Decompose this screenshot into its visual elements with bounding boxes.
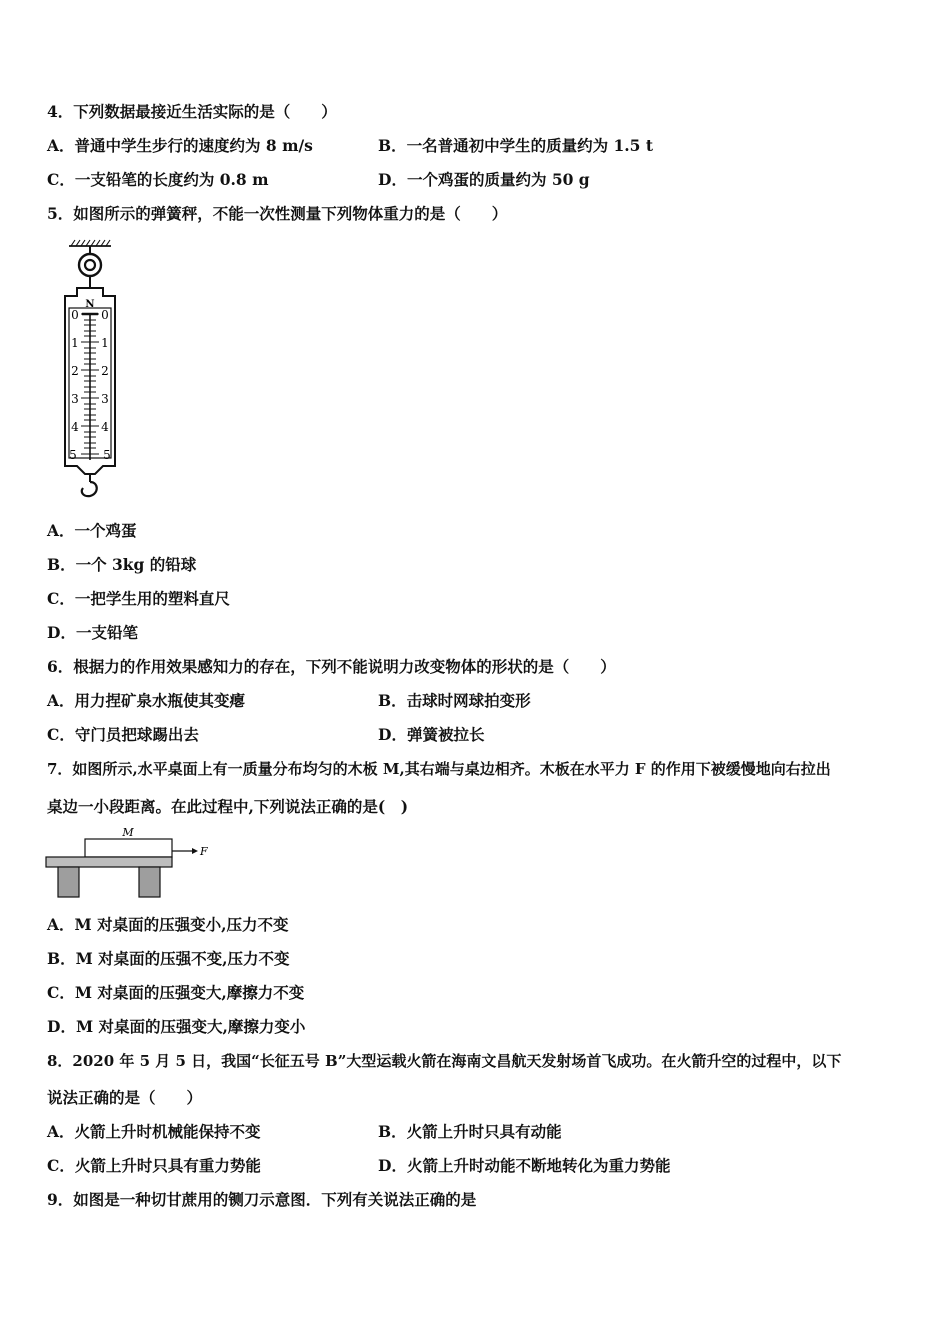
force-label: F [200, 845, 208, 858]
scale-left-3: 3 [71, 392, 79, 406]
scale-right-2: 2 [101, 364, 109, 378]
q7-stem-line2: 桌边一小段距离。在此过程中,下列说法正确的是( ) [47, 797, 409, 816]
q4-option-d: D．一个鸡蛋的质量约为 50 g [378, 170, 590, 189]
q8-option-b: B．火箭上升时只具有动能 [378, 1122, 562, 1141]
board-on-table-figure [44, 824, 219, 902]
scale-left-0: 0 [71, 308, 79, 322]
q4-stem: 4．下列数据最接近生活实际的是（ ） [47, 102, 337, 121]
spring-scale-figure [55, 238, 130, 503]
scale-left-2: 2 [71, 364, 79, 378]
scale-right-4: 4 [101, 420, 109, 434]
scale-right-0: 0 [101, 308, 109, 322]
q6-option-b: B．击球时网球拍变形 [378, 691, 531, 710]
q6-option-c: C．守门员把球踢出去 [47, 725, 199, 744]
scale-right-1: 1 [101, 336, 109, 350]
scale-left-4: 4 [71, 420, 79, 434]
q4-option-a: A．普通中学生步行的速度约为 8 m/s [47, 136, 313, 155]
scale-left-5: 5 [69, 448, 77, 462]
scale-right-3: 3 [101, 392, 109, 406]
q5-option-c: C．一把学生用的塑料直尺 [47, 589, 230, 608]
q4-option-c: C．一支铅笔的长度约为 0.8 m [47, 170, 269, 189]
q6-option-a: A．用力捏矿泉水瓶使其变瘪 [47, 691, 246, 710]
q9-stem: 9．如图是一种切甘蔗用的铡刀示意图．下列有关说法正确的是 [47, 1190, 477, 1209]
q5-option-a: A．一个鸡蛋 [47, 521, 137, 540]
q8-option-a: A．火箭上升时机械能保持不变 [47, 1122, 261, 1141]
q8-option-d: D．火箭上升时动能不断地转化为重力势能 [378, 1156, 671, 1175]
q6-option-d: D．弹簧被拉长 [378, 725, 485, 744]
q5-option-d: D．一支铅笔 [47, 623, 138, 642]
board-label: M [122, 826, 134, 839]
q7-option-c: C．M 对桌面的压强变大,摩擦力不变 [47, 983, 305, 1002]
q8-option-c: C．火箭上升时只具有重力势能 [47, 1156, 261, 1175]
q7-option-a: A．M 对桌面的压强变小,压力不变 [47, 915, 289, 934]
q7-option-b: B．M 对桌面的压强不变,压力不变 [47, 949, 290, 968]
scale-right-5: 5 [103, 448, 111, 462]
q7-option-d: D．M 对桌面的压强变大,摩擦力变小 [47, 1017, 306, 1036]
scale-unit-label: N [85, 299, 95, 310]
q8-stem-line2: 说法正确的是（ ） [47, 1088, 203, 1107]
q7-stem-line1: 7．如图所示,水平桌面上有一质量分布均匀的木板 M,其右端与桌边相齐。木板在水平力 F 的作用下被缓慢地向右拉出 [47, 760, 831, 778]
q5-stem: 5．如图所示的弹簧秤，不能一次性测量下列物体重力的是（ ） [47, 204, 508, 223]
q4-option-b: B．一名普通初中学生的质量约为 1.5 t [378, 136, 654, 155]
q5-option-b: B．一个 3kg 的铅球 [47, 555, 197, 574]
q6-stem: 6．根据力的作用效果感知力的存在，下列不能说明力改变物体的形状的是（ ） [47, 657, 616, 676]
scale-left-1: 1 [71, 336, 79, 350]
q8-stem-line1: 8．2020 年 5 月 5 日，我国“长征五号 B”大型运载火箭在海南文昌航天发射场首飞成功。在火箭升空的过程中，以下 [47, 1052, 842, 1070]
